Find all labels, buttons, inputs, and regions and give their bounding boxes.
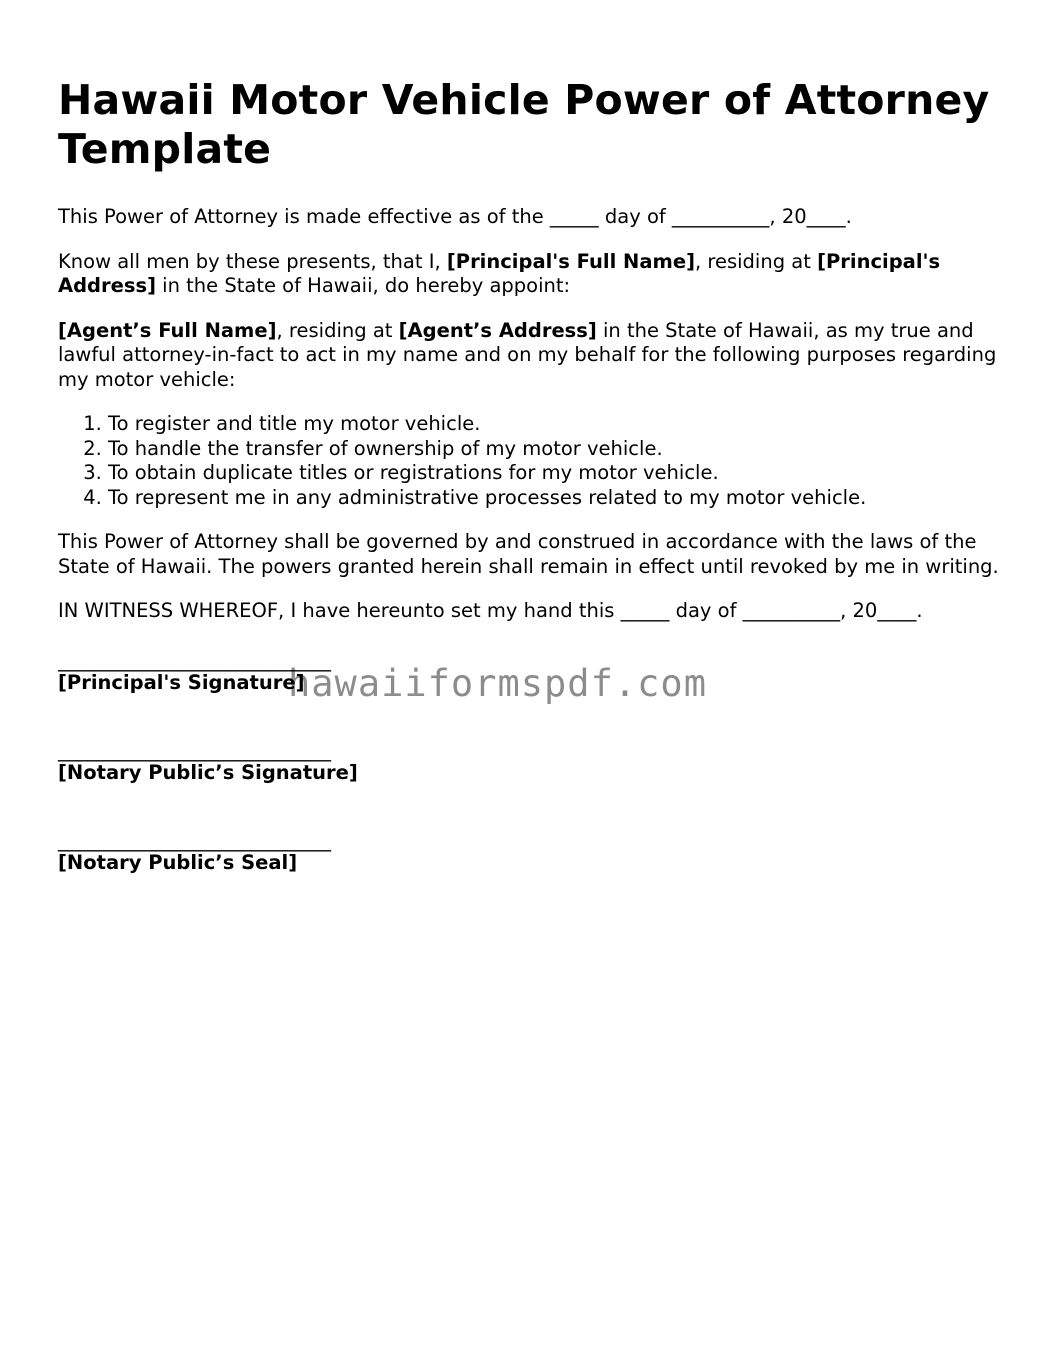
governing-law-paragraph: This Power of Attorney shall be governed by and construed in accordance with the laws of the State of Hawaii. The powers granted herein shall remain in effect until revoked by me in writing. xyxy=(58,530,999,578)
appointment-intro: Know all men by these presents, that I, xyxy=(58,249,447,273)
purpose-item: 2. To handle the transfer of ownership of my motor vehicle. xyxy=(108,437,1008,462)
purpose-item: 1. To register and title my motor vehicle. xyxy=(108,412,1008,437)
effective-date-paragraph: This Power of Attorney is made effective as of the _____ day of __________, 20____. xyxy=(58,205,852,228)
purpose-item: 4. To represent me in any administrative processes related to my motor vehicle. xyxy=(108,486,1008,511)
appointment-outro: in the State of Hawaii, do hereby appoint: xyxy=(155,274,571,297)
purpose-item: 3. To obtain duplicate titles or registrations for my motor vehicle. xyxy=(108,461,1008,486)
notary-signature-label: [Notary Public’s Signature] xyxy=(58,760,358,784)
agent-name-placeholder: [Agent’s Full Name] xyxy=(58,318,277,342)
appointment-residing: , residing at xyxy=(694,249,818,273)
principal-signature-line: ____________________________ xyxy=(58,648,331,672)
principal-name-placeholder: [Principal's Full Name] xyxy=(446,249,695,273)
document-title: Hawaii Motor Vehicle Power of Attorney Template xyxy=(58,76,990,173)
agent-paragraph xyxy=(58,319,1008,393)
watermark-text: hawaiiformspdf.com xyxy=(288,662,707,705)
document-page xyxy=(58,0,1008,875)
agent-purpose-intro: in the State of Hawaii, as my true and lawful attorney-in-fact to act in my name and on my behalf for the following purposes regarding my motor vehicle: xyxy=(58,318,997,391)
notary-signature-line: ____________________________ xyxy=(58,738,331,762)
principal-signature-label: [Principal's Signature] xyxy=(58,670,305,694)
agent-residing: , residing at xyxy=(276,318,399,342)
notary-seal-line: ____________________________ xyxy=(58,828,331,852)
purposes-list xyxy=(58,412,1008,510)
witness-paragraph: IN WITNESS WHEREOF, I have hereunto set my hand this _____ day of __________, 20____. xyxy=(58,599,923,622)
principal-address-placeholder: [Principal's Address] xyxy=(58,249,941,297)
appointment-paragraph xyxy=(58,250,1008,299)
agent-address-placeholder: [Agent’s Address] xyxy=(398,318,597,342)
notary-seal-label: [Notary Public’s Seal] xyxy=(58,850,298,874)
